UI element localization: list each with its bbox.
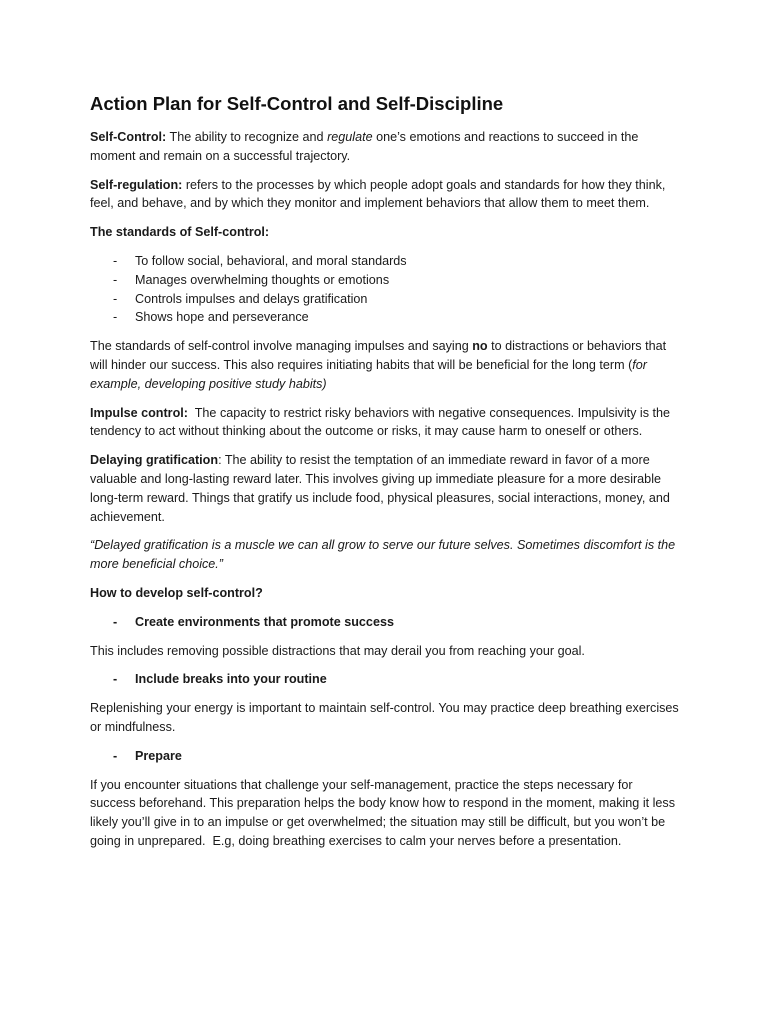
self-regulation-text: refers to the processes by which people adopt goals and standards for how they think, feel, and behave, and by which they monitor and implement behaviors that allow them to meet them. (90, 177, 666, 211)
step-body: Replenishing your energy is important to maintain self-control. You may practice deep breathing exercises or mindfulness. (90, 701, 679, 734)
self-control-italic: regulate (327, 130, 373, 144)
step-title-text: Prepare (135, 748, 182, 763)
how-to-step-2 (90, 670, 680, 689)
impulse-control-definition (90, 404, 680, 442)
list-item (90, 271, 680, 290)
how-to-heading: How to develop self-control? (90, 585, 263, 600)
how-to-step-3 (90, 747, 680, 766)
step-title-text: Include breaks into your routine (135, 672, 327, 687)
list-item-text: Shows hope and perseverance (135, 310, 309, 325)
impulse-control-text: The capacity to restrict risky behaviors with negative consequences. Impulsivity is the tendency to act without thinking about the outcome or risks, it may cause harm to oneself or others. (90, 405, 674, 439)
impulse-control-term: Impulse control: (90, 405, 188, 420)
step-title (90, 613, 680, 632)
self-regulation-term: Self-regulation: (90, 177, 183, 192)
list-item (90, 308, 680, 327)
standards-list (90, 252, 680, 327)
step-body: This includes removing possible distractions that may derail you from reaching your goal. (90, 643, 585, 658)
how-to-step-1 (90, 613, 680, 632)
dash-bullet: - (113, 672, 118, 687)
self-control-text-a: The ability to recognize and (166, 130, 328, 144)
self-control-term: Self-Control: (90, 130, 167, 144)
list-item (90, 290, 680, 309)
step-title (90, 670, 680, 689)
list-item (90, 252, 680, 271)
list-item-text: Manages overwhelming thoughts or emotions (135, 272, 390, 287)
standards-text-b: to distractions or behaviors that will hinder our success. This also requires initiating habits that will be beneficial for the long term ( (90, 339, 667, 372)
list-item-text: To follow social, behavioral, and moral standards (135, 253, 407, 268)
standards-paragraph (90, 337, 680, 393)
dash-bullet: - (113, 310, 118, 325)
standards-text-a: The standards of self-control involve managing impulses and saying (90, 339, 473, 354)
standards-italic-example: for example, developing positive study habits) (90, 357, 647, 391)
dash-bullet: - (113, 253, 118, 268)
step-title (90, 747, 680, 766)
page-title: Action Plan for Self-Control and Self-Discipline (90, 93, 504, 114)
delaying-gratification-text: : The ability to resist the temptation of an immediate reward in favor of a more valuable and long-lasting reward later. This involves giving up immediate pleasure for a more desirable long-term reward. Things that gratify us include food, physical pleasures, social interactions, money, and achievement. (90, 453, 670, 524)
dash-bullet: - (113, 614, 118, 629)
dash-bullet: - (113, 748, 118, 763)
step-title-text: Create environments that promote success (135, 614, 394, 629)
quote: “Delayed gratification is a muscle we can all grow to serve our future selves. Sometimes discomfort is the more beneficial choice.” (90, 538, 676, 572)
standards-heading: The standards of Self-control: (90, 225, 270, 240)
delaying-gratification-definition (90, 451, 680, 526)
self-regulation-definition (90, 176, 680, 214)
delaying-gratification-term: Delaying gratification (90, 453, 219, 468)
step-body: If you encounter situations that challenge your self-management, practice the steps necessary for success beforehand. This preparation helps the body know how to respond in the moment, making it less likely you’ll give in to an impulse or get overwhelmed; the situation may still be difficult, but you won’t be going in unprepared. E.g, doing breathing exercises to calm your nerves before a presentation. (90, 777, 679, 848)
dash-bullet: - (113, 272, 118, 287)
dash-bullet: - (113, 291, 118, 306)
self-control-definition (90, 128, 680, 166)
list-item-text: Controls impulses and delays gratification (135, 291, 368, 306)
self-control-text-b: one’s emotions and reactions to succeed in the moment and remain on a successful trajectory. (90, 130, 639, 163)
standards-bold-no: no (472, 339, 488, 354)
